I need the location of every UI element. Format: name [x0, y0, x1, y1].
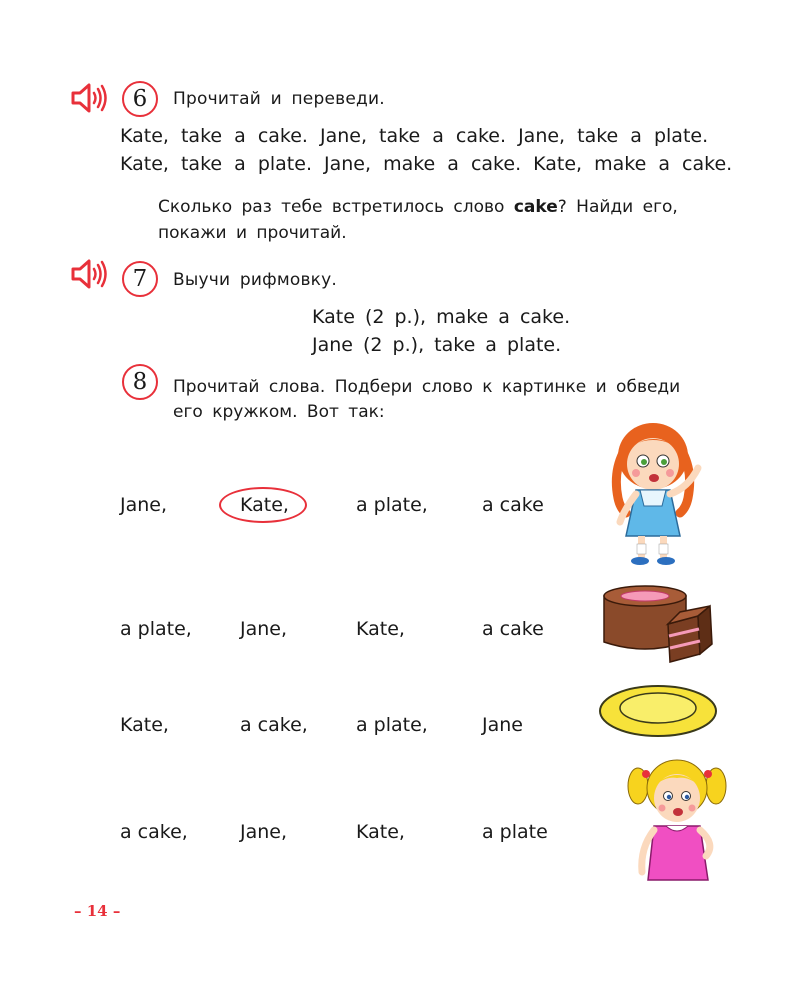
- page-number: – 14 –: [74, 902, 121, 920]
- word-option[interactable]: a cake: [482, 494, 544, 516]
- word-option[interactable]: a cake,: [240, 714, 308, 736]
- word-option[interactable]: Kate,: [356, 821, 405, 843]
- exercise-number-6: 6: [122, 81, 158, 117]
- word-option[interactable]: Kate,: [120, 714, 169, 736]
- girl-red-hair-icon: [598, 418, 718, 568]
- audio-speaker-icon-7[interactable]: [70, 258, 110, 290]
- exercise-6-question-line-2: покажи и прочитай.: [158, 223, 347, 243]
- exercise-8-instruction-line-2: его кружком. Вот так:: [173, 402, 385, 422]
- reading-line-2: Kate, take a plate. Jane, make a cake. Kate, make a cake.: [120, 153, 733, 175]
- exercise-7-instruction: Выучи рифмовку.: [173, 270, 337, 290]
- exercise-6-instruction: Прочитай и переведи.: [173, 89, 385, 109]
- word-option[interactable]: a plate: [482, 821, 548, 843]
- rhyme-line-1: Kate (2 р.), make a cake.: [312, 306, 571, 328]
- word-option[interactable]: a plate,: [356, 714, 428, 736]
- rhyme-line-2: Jane (2 р.), take a plate.: [312, 334, 562, 356]
- word-option[interactable]: a cake,: [120, 821, 188, 843]
- word-option[interactable]: a plate,: [120, 618, 192, 640]
- plate-icon: [598, 682, 718, 740]
- exercise-6-question: Сколько раз тебе встретилось слово cake? Найди его,: [158, 197, 678, 217]
- word-option[interactable]: Jane,: [120, 494, 168, 516]
- cake-icon: [600, 584, 750, 664]
- word-option[interactable]: Jane: [482, 714, 523, 736]
- word-option[interactable]: a cake: [482, 618, 544, 640]
- reading-line-1: Kate, take a cake. Jane, take a cake. Jane, take a plate.: [120, 125, 709, 147]
- word-option[interactable]: Jane,: [240, 618, 288, 640]
- girl-blonde-icon: [622, 756, 732, 888]
- word-option[interactable]: Kate,: [356, 618, 405, 640]
- exercise-8-instruction-line-1: Прочитай слова. Подбери слово к картинке и обведи: [173, 377, 681, 397]
- audio-speaker-icon-6[interactable]: [70, 82, 110, 114]
- bold-word-cake: cake: [513, 197, 558, 217]
- exercise-number-7: 7: [122, 261, 158, 297]
- exercise-number-8: 8: [122, 364, 158, 400]
- word-option[interactable]: Jane,: [240, 821, 288, 843]
- word-option-circled[interactable]: Kate,: [240, 494, 289, 516]
- word-option[interactable]: a plate,: [356, 494, 428, 516]
